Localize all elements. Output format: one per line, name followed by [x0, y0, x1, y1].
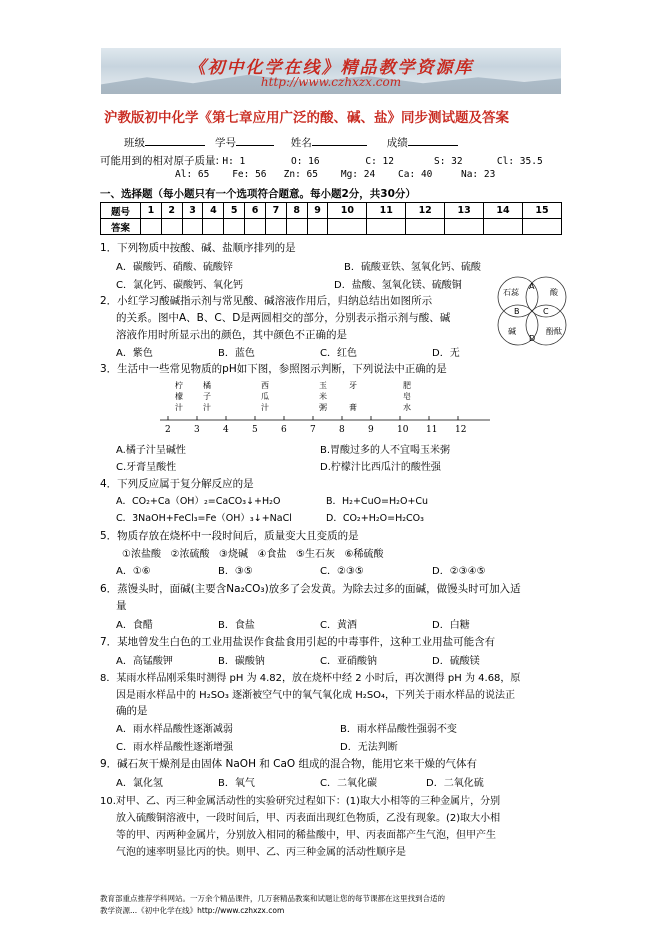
answer-cell[interactable]	[203, 219, 224, 235]
label-toothpaste-3: 膏	[349, 403, 357, 412]
q-number: 2	[161, 203, 182, 219]
ph-tick-label: 3	[194, 425, 200, 435]
label-watermelon-1: 西	[261, 381, 269, 390]
ph-axis-ticks	[165, 416, 466, 435]
label-lemon-2: 檬	[175, 392, 183, 401]
venn-label-a: A	[529, 282, 535, 291]
q8-option-d: D．无法判断	[340, 742, 398, 753]
ph-tick-label: 11	[426, 425, 438, 435]
q7-option-d: D．硫酸镁	[432, 656, 480, 667]
answer-cell[interactable]	[406, 219, 445, 235]
label-lemon-1: 柠	[175, 381, 183, 390]
table-row	[101, 203, 562, 219]
question-9-stem: 9．碱石灰干燥剂是由固体 NaOH 和 CaO 组成的混合物，能用它来干燥的气体有	[100, 758, 478, 770]
class-label: 班级	[124, 137, 145, 149]
label-soapwater-2: 皂	[403, 392, 411, 401]
q-number: 4	[203, 203, 224, 219]
document-title: 沪教版初中化学《第七章应用广泛的酸、碱、盐》同步测试题及答案	[104, 110, 509, 126]
ph-substance-labels	[175, 380, 411, 412]
name-field[interactable]	[312, 136, 367, 146]
header-banner	[101, 48, 561, 94]
ph-tick-label: 7	[310, 425, 316, 435]
score-field[interactable]	[408, 136, 458, 146]
answer-cell[interactable]	[141, 219, 162, 235]
row-label-number: 题号	[101, 203, 141, 219]
q-number: 15	[522, 203, 561, 219]
q-number: 8	[286, 203, 307, 219]
q5-option-a: A．①⑥	[116, 566, 151, 577]
table-row	[101, 219, 562, 235]
q-number: 6	[245, 203, 266, 219]
ph-tick-label: 2	[165, 425, 171, 435]
q4-option-b: B．H₂+CuO=H₂O+Cu	[326, 496, 429, 507]
question-10-line-4: 气泡的速率明显比丙的快。则甲、乙、丙三种金属的活动性顺序是	[116, 847, 406, 858]
venn-label-base: 碱	[508, 327, 516, 336]
footer-line-1: 教育部重点推荐学科网站。一万余个精品课件，几万套精品教案和试题让您的每节课都在这里找到合适的	[100, 894, 445, 903]
question-4-stem: 4．下列反应属于复分解反应的是	[100, 478, 254, 490]
q6-option-b: B．食盐	[218, 620, 255, 631]
question-8-line-3: 确的是	[116, 705, 148, 717]
answer-table	[100, 202, 562, 235]
q9-option-b: B．氧气	[218, 778, 255, 789]
q-number: 13	[445, 203, 484, 219]
page-footer	[100, 893, 570, 917]
ph-scale-figure	[150, 378, 530, 438]
q1-option-a: A．碳酸钙、硝酸、硫酸锌	[116, 262, 233, 273]
indicator-venn-diagram	[491, 273, 573, 353]
q6-option-a: A．食醋	[116, 620, 153, 631]
label-soapwater-3: 水	[403, 403, 411, 412]
answer-cell[interactable]	[328, 219, 367, 235]
question-1-stem: 1．下列物质中按酸、碱、盐顺序排列的是	[100, 242, 296, 254]
q9-option-a: A．氯化氢	[116, 778, 163, 789]
question-7-stem: 7．某地曾发生白色的工业用盐误作食盐食用引起的中毒事件，这种工业用盐可能含有	[100, 636, 496, 648]
row-label-answer: 答案	[101, 219, 141, 235]
ph-tick-label: 9	[368, 425, 374, 435]
q2-option-c: C．红色	[320, 348, 357, 359]
question-3-stem: 3．生活中一些常见物质的pH如下图，参照图示判断，下列说法中正确的是	[100, 363, 447, 375]
ph-tick-label: 6	[281, 425, 287, 435]
q8-option-a: A．雨水样品酸性逐渐减弱	[116, 724, 233, 735]
q-number: 11	[367, 203, 406, 219]
q4-option-d: D．CO₂+H₂O=H₂CO₃	[326, 513, 424, 524]
number-label: 学号	[215, 137, 237, 149]
q-number: 12	[406, 203, 445, 219]
q7-option-c: C．亚硝酸钠	[320, 656, 377, 667]
answer-cell[interactable]	[367, 219, 406, 235]
ph-tick-label: 10	[397, 425, 409, 435]
answer-cell[interactable]	[307, 219, 328, 235]
answer-cell[interactable]	[182, 219, 203, 235]
q9-option-d: D．二氧化硫	[426, 778, 484, 789]
answer-cell[interactable]	[265, 219, 286, 235]
venn-label-c: C	[543, 307, 549, 316]
label-cornporridge-3: 粥	[319, 403, 327, 412]
answer-cell[interactable]	[161, 219, 182, 235]
answer-cell[interactable]	[522, 219, 561, 235]
ph-tick-label: 8	[339, 425, 345, 435]
question-10-line-2: 放入硫酸铜溶液中，一段时间后，甲、丙表面出现红色物质，乙没有现象。(2)取大小相	[116, 813, 501, 824]
q7-option-a: A．高锰酸钾	[116, 656, 173, 667]
banner-title: 《初中化学在线》精品教学资源库	[188, 58, 474, 78]
question-10-line-1: 10.对甲、乙、丙三种金属活动性的实验研究过程如下：(1)取大小相等的三种金属片，分别	[100, 796, 501, 807]
answer-cell[interactable]	[224, 219, 245, 235]
venn-label-acid: 酸	[550, 288, 558, 297]
answer-cell[interactable]	[286, 219, 307, 235]
q-number: 1	[141, 203, 162, 219]
question-8-line-1: 8．某雨水样品刚采集时测得 pH 为 4.82，放在烧杯中经 2 小时后，再次测得 pH 为 4.68，原	[100, 673, 521, 684]
atomic-masses-1: H: 1 O: 16 C: 12 S: 32 Cl: 35.5	[222, 156, 543, 167]
q8-option-c: C．雨水样品酸性逐渐增强	[116, 742, 233, 753]
q6-option-c: C．黄酒	[320, 620, 357, 631]
score-label: 成绩	[386, 137, 408, 149]
question-2-line-2: 的关系。图中A、B、C、D是两圆相交的部分，分别表示指示剂与酸、碱	[116, 312, 451, 324]
name-label: 姓名	[290, 137, 312, 149]
atomic-masses-2: Al: 65 Fe: 56 Zn: 65 Mg: 24 Ca: 40 Na: 23	[175, 169, 496, 180]
label-cornporridge-2: 米	[319, 392, 327, 401]
label-orange-3: 汁	[203, 403, 211, 412]
q2-option-d: D．无	[432, 348, 460, 359]
q5-items: ①浓盐酸 ②浓硫酸 ③烧碱 ④食盐 ⑤生石灰 ⑥稀硫酸	[122, 549, 384, 560]
ph-tick-label: 5	[252, 425, 258, 435]
q5-option-b: B．③⑤	[218, 566, 253, 577]
label-orange-2: 子	[203, 392, 211, 401]
class-field[interactable]	[145, 136, 205, 146]
q8-option-b: B．雨水样品酸性强弱不变	[340, 724, 457, 735]
q2-option-b: B．蓝色	[218, 348, 255, 359]
q4-option-c: C．3NaOH+FeCl₃=Fe（OH）₃↓+NaCl	[116, 513, 292, 524]
q-number: 7	[265, 203, 286, 219]
footer-line-2[interactable]: 教学资源...《初中化学在线》http://www.czhxzx.com	[100, 906, 285, 915]
number-field[interactable]	[236, 136, 274, 146]
q5-option-c: C．②③⑤	[320, 566, 364, 577]
q1-option-b: B．硫酸亚铁、氢氧化钙、硫酸	[344, 262, 481, 273]
q3-option-a: A.橘子汁呈碱性	[116, 445, 186, 456]
label-watermelon-2: 瓜	[261, 392, 269, 401]
question-8-line-2: 因是雨水样品中的 H₂SO₃ 逐渐被空气中的氧气氧化成 H₂SO₄，下列关于雨水样品的说法正	[116, 690, 516, 701]
student-info-row	[124, 135, 458, 150]
q-number: 9	[307, 203, 328, 219]
q7-option-b: B．碳酸钠	[218, 656, 265, 667]
q1-option-c: C．氯化钙、碳酸钙、氧化钙	[116, 280, 243, 291]
answer-cell[interactable]	[484, 219, 523, 235]
question-5-stem: 5．物质存放在烧杯中一段时间后，质量变大且变质的是	[100, 530, 359, 542]
venn-label-d: D	[529, 334, 536, 343]
ph-tick-label: 4	[223, 425, 229, 435]
q4-option-a: A．CO₂+Ca（OH）₂=CaCO₃↓+H₂O	[116, 496, 281, 507]
label-orange-1: 橘	[203, 381, 211, 390]
q2-option-a: A．紫色	[116, 348, 153, 359]
q5-option-d: D．②③④⑤	[432, 566, 486, 577]
ph-tick-label: 12	[455, 425, 467, 435]
label-watermelon-3: 汁	[261, 403, 269, 412]
q-number: 3	[182, 203, 203, 219]
label-toothpaste-1: 牙	[349, 381, 357, 390]
venn-label-b: B	[514, 307, 520, 316]
section-heading: 一、选择题（每小题只有一个选项符合题意。每小题2分，共30分）	[100, 188, 416, 200]
atomic-mass-label: 可能用到的相对原子质量:	[100, 155, 220, 167]
answer-cell[interactable]	[445, 219, 484, 235]
venn-label-phenolphthalein: 酚酞	[546, 327, 562, 336]
q-number: 10	[328, 203, 367, 219]
question-2-line-1: 2．小红学习酸碱指示剂与常见酸、碱溶液作用后，归纳总结出如图所示	[100, 295, 433, 307]
venn-label-litmus: 石蕊	[503, 288, 519, 297]
q-number: 14	[484, 203, 523, 219]
q3-option-d: D.柠檬汁比西瓜汁的酸性强	[320, 462, 441, 473]
q1-option-d: D．盐酸、氢氧化镁、硫酸铜	[334, 280, 462, 291]
q9-option-c: C．二氧化碳	[320, 778, 377, 789]
label-cornporridge-1: 玉	[319, 381, 327, 390]
question-2-line-3: 溶液作用时所显示出的颜色，其中颜色不正确的是	[116, 329, 347, 341]
q3-option-b: B.胃酸过多的人不宜喝玉米粥	[320, 445, 451, 456]
q3-option-c: C.牙膏呈酸性	[116, 462, 177, 473]
banner-url[interactable]: http://www.czhxzx.com	[260, 75, 402, 89]
question-10-line-3: 等的甲、丙两种金属片，分别放入相同的稀盐酸中，甲、丙表面都产生气泡，但甲产生	[116, 830, 496, 841]
label-lemon-3: 汁	[175, 403, 183, 412]
label-soapwater-1: 肥	[403, 381, 411, 390]
answer-cell[interactable]	[245, 219, 266, 235]
q6-option-d: D．白糖	[432, 620, 470, 631]
atomic-mass-row-1	[100, 153, 543, 168]
q-number: 5	[224, 203, 245, 219]
question-6-line-2: 量	[116, 600, 127, 612]
question-6-line-1: 6．蒸馒头时，面碱(主要含Na₂CO₃)放多了会发黄。为除去过多的面碱，做馒头时可加入适	[100, 583, 521, 595]
